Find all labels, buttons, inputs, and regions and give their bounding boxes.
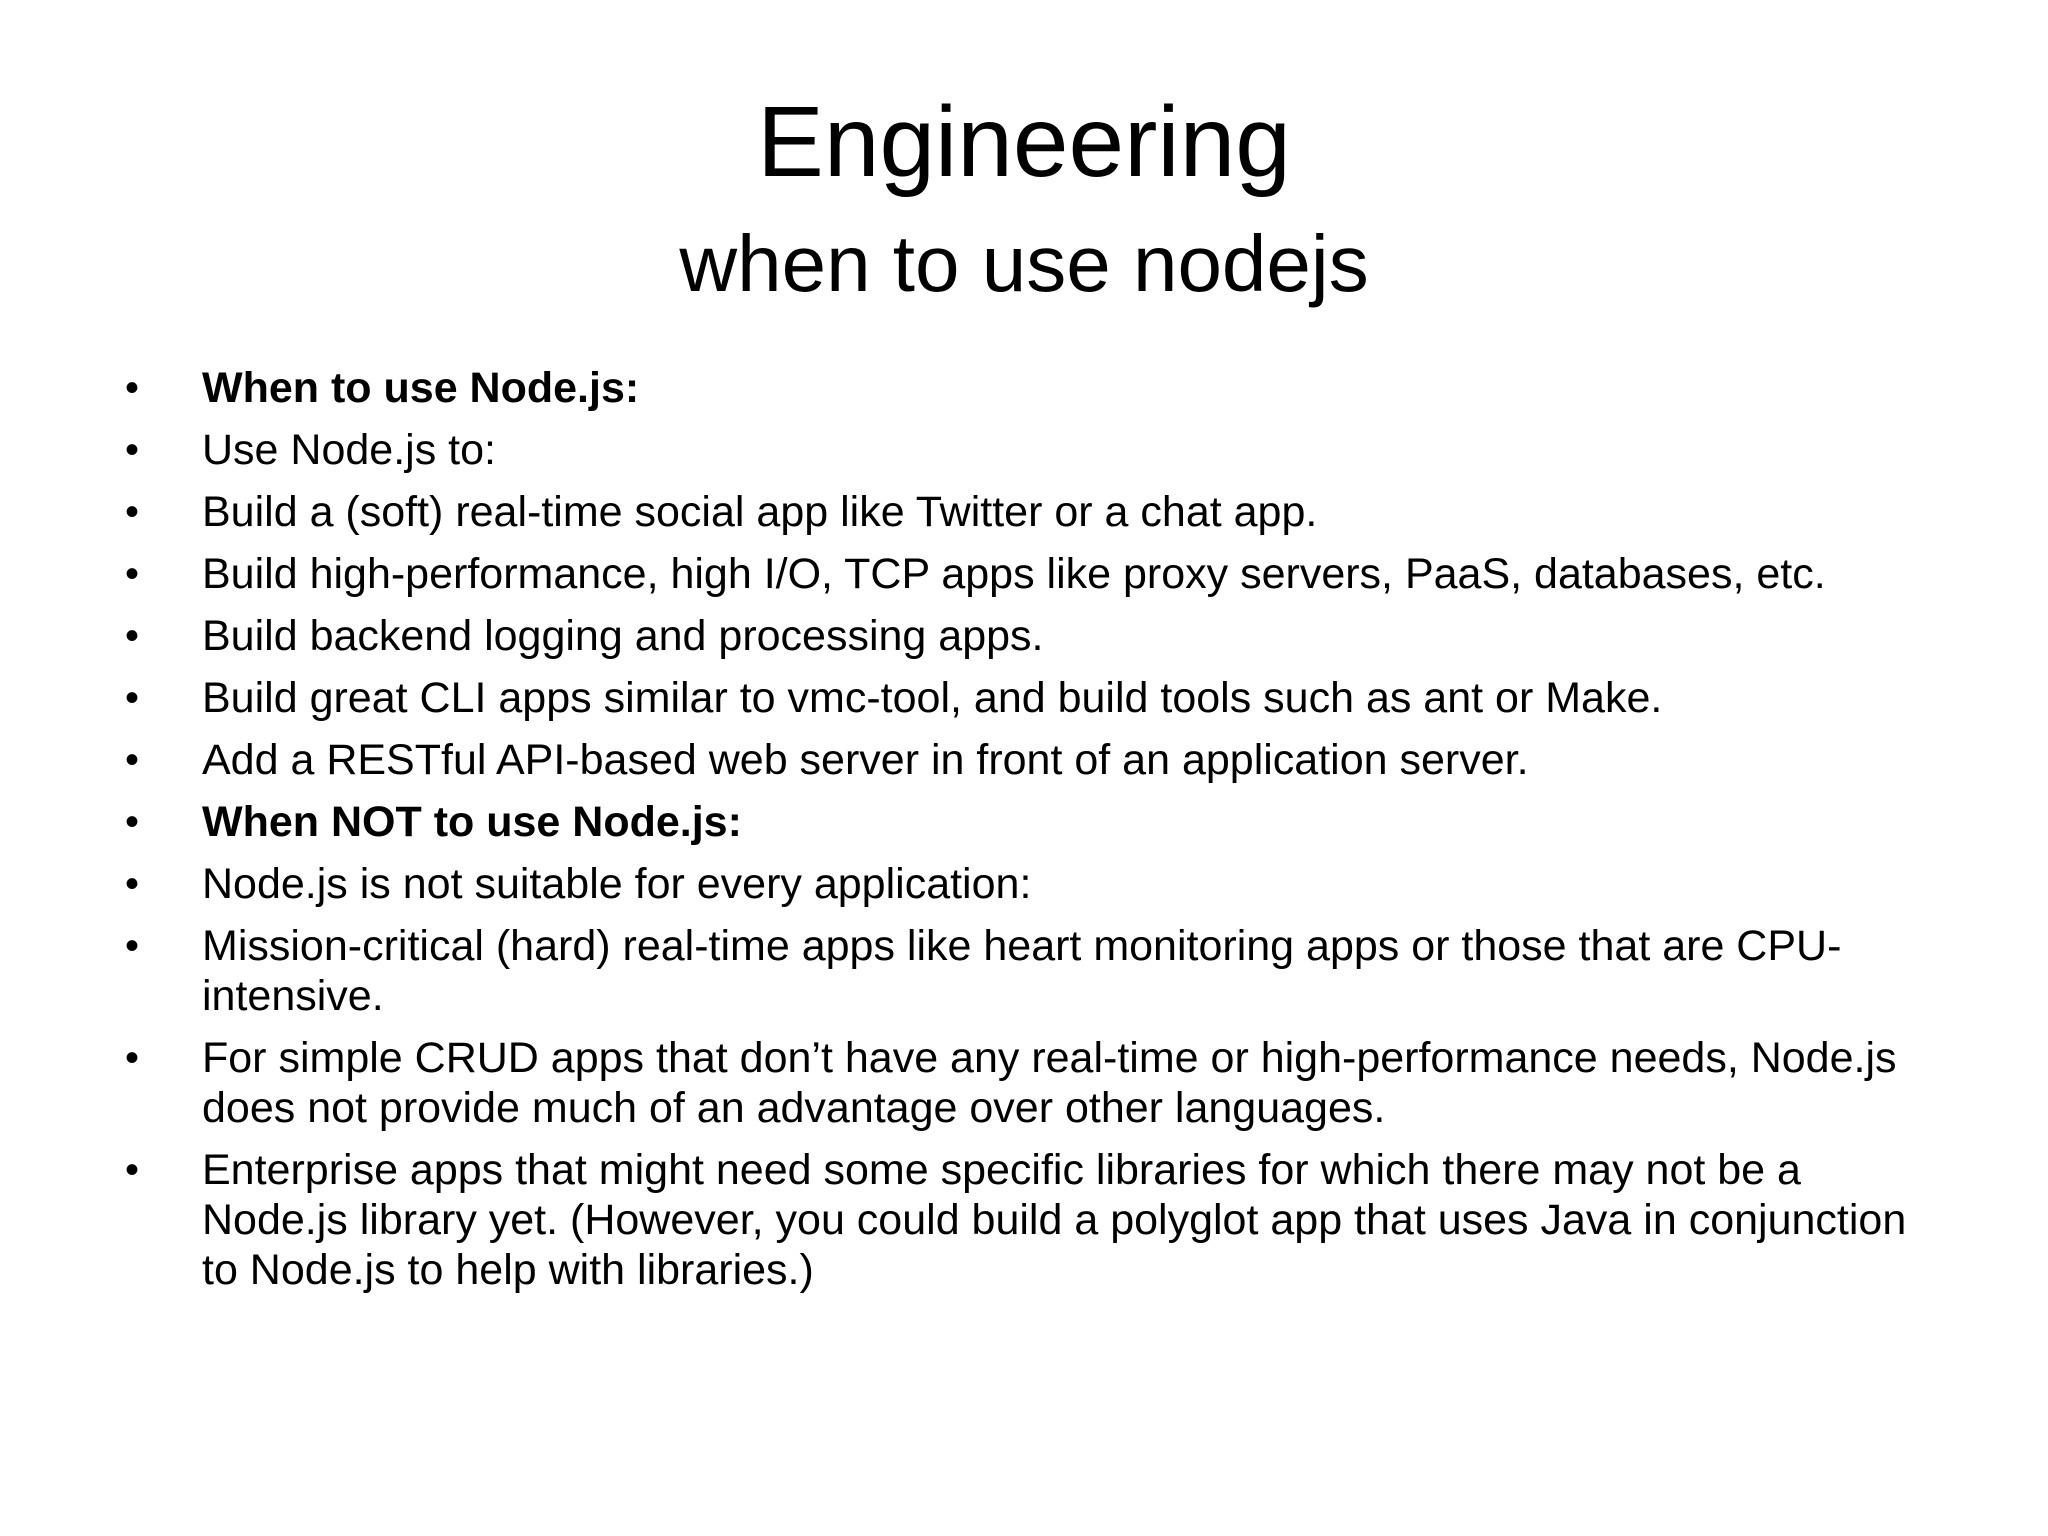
bullet-item bbox=[120, 859, 1950, 909]
bullet-item bbox=[120, 673, 1950, 723]
bullet-text: Build backend logging and processing apps. bbox=[202, 612, 1044, 660]
bullet-text: Build a (soft) real-time social app like Twitter or a chat app. bbox=[202, 488, 1318, 536]
bullet-text: When to use Node.js: bbox=[202, 364, 640, 412]
bullet-item bbox=[120, 921, 1950, 1021]
bullet-dot-icon: • bbox=[125, 614, 140, 658]
bullet-dot-icon: • bbox=[125, 800, 140, 844]
bullet-text: Mission-critical (hard) real-time apps like heart monitoring apps or those that are CPU-intensive. bbox=[202, 922, 1842, 1020]
bullet-dot-icon: • bbox=[125, 1036, 140, 1080]
bullet-item bbox=[120, 425, 1950, 475]
bullet-list bbox=[120, 363, 1950, 1307]
bullet-item bbox=[120, 611, 1950, 661]
slide-title: Engineering bbox=[757, 86, 1291, 198]
slide-subtitle: when to use nodejs bbox=[679, 219, 1369, 308]
bullet-dot-icon: • bbox=[125, 1148, 140, 1192]
bullet-dot-icon: • bbox=[125, 738, 140, 782]
bullet-text: Node.js is not suitable for every application: bbox=[202, 860, 1032, 908]
bullet-text: Enterprise apps that might need some specific libraries for which there may not be a Node.js library yet. (However, you could build a polyglot app that uses Java in conjunction to Node.js to help with libraries.) bbox=[202, 1146, 1907, 1294]
bullet-item bbox=[120, 363, 1950, 413]
bullet-text: When NOT to use Node.js: bbox=[202, 798, 742, 846]
bullet-dot-icon: • bbox=[125, 924, 140, 968]
bullet-dot-icon: • bbox=[125, 552, 140, 596]
bullet-dot-icon: • bbox=[125, 676, 140, 720]
bullet-item bbox=[120, 1033, 1950, 1133]
bullet-dot-icon: • bbox=[125, 862, 140, 906]
bullet-item bbox=[120, 797, 1950, 847]
bullet-text: For simple CRUD apps that don’t have any real-time or high-performance needs, Node.js does not provide much of an advantage over other languages. bbox=[202, 1034, 1897, 1132]
bullet-dot-icon: • bbox=[125, 428, 140, 472]
bullet-item bbox=[120, 735, 1950, 785]
bullet-item bbox=[120, 1145, 1950, 1295]
bullet-text: Build great CLI apps similar to vmc-tool, and build tools such as ant or Make. bbox=[202, 674, 1663, 722]
bullet-text: Build high-performance, high I/O, TCP apps like proxy servers, PaaS, databases, etc. bbox=[202, 550, 1826, 598]
bullet-item bbox=[120, 487, 1950, 537]
bullet-dot-icon: • bbox=[125, 490, 140, 534]
bullet-text: Add a RESTful API-based web server in front of an application server. bbox=[202, 736, 1529, 784]
bullet-dot-icon: • bbox=[125, 366, 140, 410]
bullet-text: Use Node.js to: bbox=[202, 426, 496, 474]
bullet-item bbox=[120, 549, 1950, 599]
